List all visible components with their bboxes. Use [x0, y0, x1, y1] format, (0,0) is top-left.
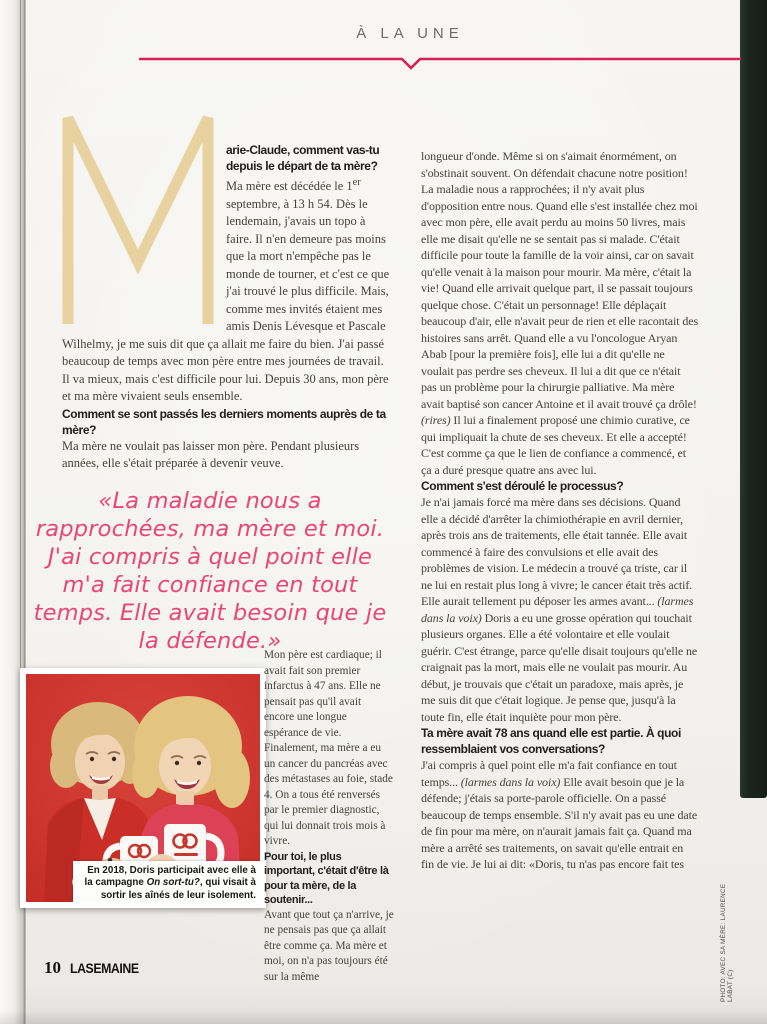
interview-question: Comment s'est déroulé le processus? — [421, 479, 624, 493]
interview-answer — [421, 148, 699, 478]
interview-answer — [421, 494, 699, 725]
photo-doris-marieclaude — [26, 674, 260, 902]
column-middle — [264, 648, 394, 985]
interview-question: Ta mère avait 78 ans quand elle est partie. À quoi ressemblaient vos conversations? — [421, 726, 681, 756]
interview-answer: Ma mère ne voulait pas laisser mon père. Pendant plusieurs années, elle s'était préparée à devenir veuve. — [62, 438, 360, 471]
page-binding-line — [20, 0, 21, 760]
answer-text: J'ai compris à quel point elle m'a fait confiance en tout temps... — [421, 758, 677, 789]
page-right-dark-bar — [740, 0, 767, 798]
page-folio — [44, 958, 148, 978]
ordinal-sup: er — [352, 177, 361, 188]
photo-frame — [20, 668, 266, 908]
column-right — [421, 148, 699, 873]
photo-caption — [73, 861, 260, 903]
section-kicker: À LA UNE — [356, 25, 464, 42]
interview-answer: Mon père est cardiaque; il avait fait son premier infarctus à 47 ans. Elle ne pensait pas qu'il avait encore une longue espérance de vie. Finalement, ma mère a eu un cancer du pancréas avec des métastases au foie, stade 4. On a tous été renversés par le premier diagnostic, qui lui donnait trois mois à vivre. — [264, 649, 393, 847]
stage-direction: (larmes dans la voix) — [421, 594, 694, 625]
page-bottom-shadow — [0, 1010, 767, 1024]
stage-direction: (larmes dans la voix) — [460, 774, 561, 789]
magazine-name: LASEMAINE — [70, 960, 139, 976]
interview-answer — [421, 757, 699, 873]
kicker-rule-icon — [139, 56, 741, 72]
answer-text: septembre, à 13 h 54. Dès le lendemain, j'avais un topo à faire. Il n'en demeure pas moins que la mort n'empêche pas le monde de tourner, et c'est ce que j'ai trouvé le plus difficile. Mais, comme mes invités étaient mes amis Denis Lévesque et Pascale Wilhelmy, je me suis dit que ça allait me faire du bien. J'ai passé beaucoup de temps avec mon père entre mes journées de travail. Il va mieux, mais c'est difficile pour lui. Depuis 30 ans, mon père et ma mère vivaient seuls ensemble. — [62, 196, 390, 404]
page-number: 10 — [44, 958, 61, 977]
caption-campaign-name: On sort-tu? — [146, 877, 200, 888]
interview-question: Comment se sont passés les derniers moments auprès de ta mère? — [62, 406, 386, 437]
caption-text: En 2018, Doris participait avec elle à la campagne — [84, 864, 256, 888]
interview-answer: Avant que tout ça n'arrive, je ne pensais pas que ça allait être comme ça. Ma mère et moi, on n'a pas toujours été sur la même — [264, 908, 394, 983]
photo-credit: PHOTO: AVEC SA MÈRE: LAURENCE LABAT (C) — [720, 883, 734, 1002]
answer-text: Doris a eu une grosse opération qui touchait plusieurs organes. Elle a été volontaire et elle voulait guérir. C'est étrange, parce qu'elle disait toujours qu'elle ne craignait pas la mort, mais elle ne voulait pas mourir. Au début, je trouvais que c'était un paradoxe, mais après, je me suis dit que c'était logique. Je pense que, jusqu'à la toute fin, elle était inquiète pour mon père. — [421, 610, 698, 724]
pull-quote: «La maladie nous a rapprochées, ma mère et moi. J'ai compris à quel point elle m'a fait confiance en tout temps. Elle avait besoin que je la défende.» — [33, 488, 387, 654]
answer-text: Il lui a finalement proposé une chimio curative, ce qui impliquait la chute de ses cheveux. Et elle a accepté! C'est comme ça que le lien de confiance a commencé, et ça a duré presque quatre ans avec lui. — [421, 413, 690, 477]
answer-text: Elle avait besoin que je la défende; j'étais sa porte-parole officielle. On a passé beaucoup de temps ensemble. S'il n'y avait pas eu une date de fin pour ma mère, on n'aurait jamais fait ça. Quand ma mère a arrêté ses traitements, on savait qu'elle entrait en fin de vie. Je lui ai dit: «Doris, tu n'as pas encore fait tes — [421, 774, 698, 871]
stage-direction: (rires) — [421, 413, 451, 427]
interview-question: arie-Claude, comment vas-tu depuis le départ de ta mère? — [226, 143, 380, 173]
dropcap-m-icon — [62, 112, 214, 324]
column-left — [62, 110, 392, 473]
answer-text: Ma mère est décédée le 1 — [226, 179, 353, 194]
answer-text: Je n'ai jamais forcé ma mère dans ses décisions. Quand elle a décidé d'arrêter la chimiothérapie en avril dernier, après trois ans de traitements, elle était tannée. Elle avait commencé à faire des convulsions et elle avait des problèmes de vision. Le médecin a trouvé ça triste, car il ne lui en restait plus long à vivre; le cancer était très actif. Elle aurait tellement pu déposer les armes avant... — [421, 495, 693, 608]
caption-text: , qui visait à sortir les aînés de leur isolement. — [100, 877, 256, 901]
answer-text: longueur d'onde. Même si on s'aimait énormément, on s'obstinait souvent. On défendait chacune notre position! La maladie nous a rapprochées; il n'y avait plus d'opposition entre nous. Quand elle s'est installée chez moi avec mon père, elle avait perdu au moins 50 livres, mais elle me disait qu'elle ne se sentait pas si malade. C'était difficile pour toute la famille de la voir ainsi, car on savait qu'elle venait à la maison pour mourir. Ma mère, c'était la vie! Quand elle arrivait quelque part, il se passait toujours quelque chose. C'était un personnage! Elle déplaçait beaucoup d'air, elle n'avait peur de rien et elle racontait des histoires sans arrêt. Quand elle a vu l'oncologue Aryan Abab [pour la première fois], elle lui a dit qu'elle ne voulait pas perdre ses cheveux. Il lui a dit que ce n'était pas un problème pour la chirurgie palliative. Ma mère avait baptisé son cancer Antoine et il avait trouvé ça drôle! — [421, 149, 699, 411]
interview-question: Pour toi, le plus important, c'était d'être là pour ta mère, de la soutenir... — [264, 850, 389, 906]
